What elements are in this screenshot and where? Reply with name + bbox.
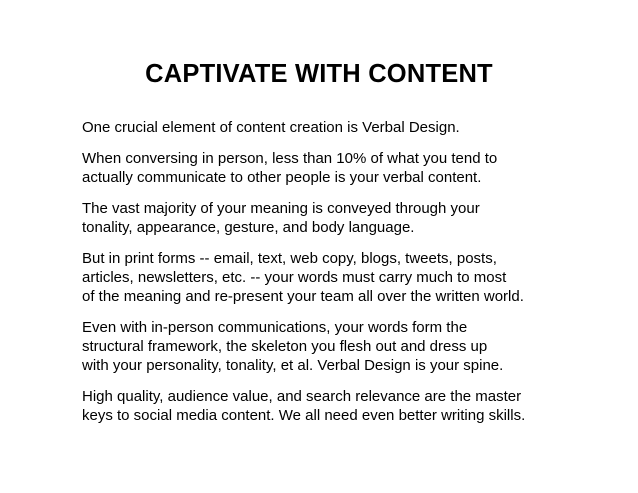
paragraph-in-person: [82, 149, 632, 187]
paragraph-meaning: [82, 199, 632, 237]
paragraph-line: When conversing in person, less than 10% of what you tend to: [82, 150, 498, 167]
paragraph-line: keys to social media content. We all need even better writing skills.: [82, 407, 526, 424]
paragraph-line: One crucial element of content creation is Verbal Design.: [82, 119, 460, 136]
paragraph-framework: [82, 318, 632, 375]
paragraph-line: High quality, audience value, and search relevance are the master: [82, 388, 522, 405]
paragraph-line: actually communicate to other people is your verbal content.: [82, 169, 482, 186]
paragraph-verbal-design: [82, 118, 632, 137]
paragraph-print-forms: [82, 249, 632, 306]
paragraph-line: tonality, appearance, gesture, and body language.: [82, 219, 415, 236]
paragraph-line: articles, newsletters, etc. -- your words must carry much to most: [82, 269, 507, 286]
slide-title: CAPTIVATE WITH CONTENT: [145, 60, 493, 88]
paragraph-line: structural framework, the skeleton you flesh out and dress up: [82, 338, 488, 355]
paragraph-line: The vast majority of your meaning is conveyed through your: [82, 200, 480, 217]
paragraph-line: But in print forms -- email, text, web copy, blogs, tweets, posts,: [82, 250, 497, 267]
slide-body: [82, 118, 632, 437]
paragraph-quality: [82, 387, 632, 425]
paragraph-line: with your personality, tonality, et al. Verbal Design is your spine.: [82, 357, 504, 374]
paragraph-line: Even with in-person communications, your words form the: [82, 319, 468, 336]
paragraph-line: of the meaning and re-present your team all over the written world.: [82, 288, 524, 305]
